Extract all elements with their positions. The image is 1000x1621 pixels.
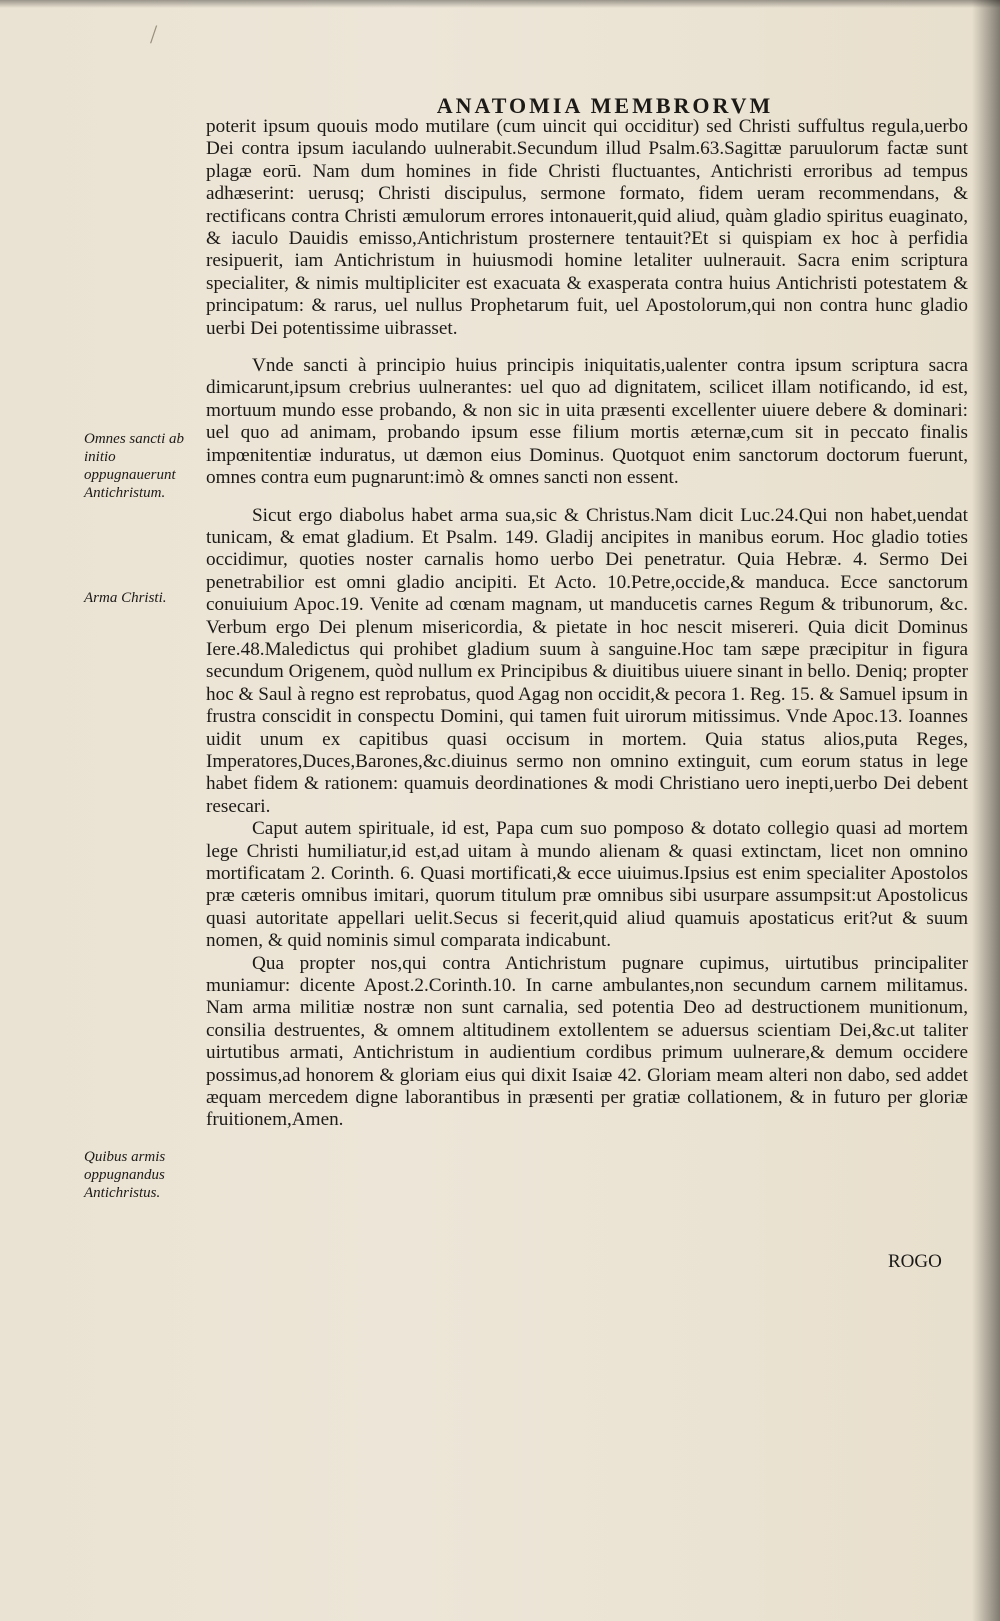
paragraph-3: Sicut ergo diabolus habet arma sua,sic & Christus.Nam dicit Luc.24.Qui non habet,uendat tunicam, & emat gladium. Et Psalm. 149. Gladij ancipites in manibus eorum. Hoc gladio toties occidimur, quoties noster carnalis homo uerbo Dei penetratur. Quia Hebræ. 4. Sermo Dei penetrabilior est omni gladio ancipiti. Et Acto. 10.Petre,occide,& manduca. Ecce sanctorum conuiuium Apoc.19. Venite ad cœnam magnam, ut manducetis carnes Regum & tribunorum, &c. Verbum ergo Dei plenum misericordia, & pietate in hoc nescit misereri. Quia dicit Dominus Iere.48.Maledictus qui prohibet gladium suum à sanguine.Hoc tam sæpe præcipitur in figura secundum Origenem, quòd nullum ex Principibus & diuitibus uiuere sinant in bello. Deniq; propter hoc & Saul à regno est reprobatus, quod Agag non occidit,& pecora 1. Reg. 15. & Samuel ipsum in frustra conscidit in conspectu Domini, qui tamen fuit uirorum mitissimus. Vnde Apoc.13. Ioannes uidit unum ex capitibus quasi occisum in mortem. Quia status alios,puta Reges, Imperatores,Duces,Barones,&c.diuinus sermo non omnino extinguit, cum eorum status in lege habet fidem & rationem: quamuis deordinationes & modi Christiano uero inepti,uerbo Dei debent resecari. xyxy=(206,504,968,817)
paragraph-1: poterit ipsum quouis modo mutilare (cum uincit qui occiditur) sed Christi suffultus regula,uerbo Dei contra ipsum iaculando uulnerabit.Secundum illud Psalm.63.Sagittæ paruulorum factæ sunt plagæ eorū. Nam dum homines in fide Christi fluctuantes, Antichristi erroribus ad tempus adhæserint: uerusq; Christi discipulus, sermone formato, fidem ueram recommendans, & rectificans contra Christi æmulorum errores intonauerit,quid aliud, quàm gladio spiritus euaginato, & iaculo Dauidis emisso,Antichristum prosternere tentauit?Et si quispiam ex hoc à perfidia resipuerit, iam Antichristum in huiusmodi homine letaliter uulnerauit. Sacra enim scriptura specialiter, & nimis multipliciter est exacuata & exasperata contra huius Antichristi potestatem & principatum: & rarus, uel nullus Prophetarum fuit, uel Apostolorum,qui non contra hunc gladio uerbi Dei potentissime uibrasset. xyxy=(206,116,968,339)
top-edge-shadow xyxy=(0,0,1000,8)
paragraph-2: Vnde sancti à principio huius principis iniquitatis,ualenter contra ipsum scriptura sacra dimicarunt,ipsum crebrius uulnerantes: uel quo ad dignitatem, scilicet illam notificando, id est, mortuum mundo esse probando, & non sic in uita præsenti excellenter uiuere debere & dominari: uel quo ad animam, probando ipsum esse filium mortis æternæ,cum sit in peccato finalis impœnitentiæ induratus, ut dæmon eius Dominus. Quotquot enim sanctorum doctorum fuerunt, omnes contra eum pugnarunt:imò & omnes sancti non essent. xyxy=(206,355,968,489)
paragraph-5: Qua propter nos,qui contra Antichristum pugnare cupimus, uirtutibus principaliter muniamur: dicente Apost.2.Corinth.10. In carne ambulantes,non secundum carnem militamus. Nam arma militiæ nostræ non sunt carnalia, sed potentia Deo ad destructionem munitionum, consilia destruentes, & omnem altitudinem extollentem se aduersus scientiam Dei,&c.ut taliter uirtutibus armati, Antichristum in audientium cordibus primum uulnerare,& demum occidere possimus,ad honorem & gloriam eius qui dixit Isaiæ 42. Gloriam meam alteri non dabo, sed addet æquam mercedem digne laborantibus in præsenti per gratiæ collationem, & in futuro per gloriæ fruitionem,Amen. xyxy=(206,952,968,1131)
main-text-column xyxy=(206,116,968,1132)
right-edge-shadow xyxy=(972,0,1000,1621)
paragraph-4: Caput autem spirituale, id est, Papa cum suo pomposo & dotato collegio quasi ad mortem lege Christi humiliatur,id est,ad uitam à mundo alienam & quasi extinctam, licet non omnino mortificatam 2. Corinth. 6. Quasi mortificati,& ecce uiuimus.Ipsius est enim specialiter Apostolos præ cæteris omnibus imitari, quorum titulum præ omnibus sibi usurpare assumpsit:ut Apostolicus quasi autoritate appellari uelit.Secus si fecerit,quid aliud quamuis apostaticus erit?ut & suum nomen, & quid nominis simul comparata indicabunt. xyxy=(206,818,968,952)
margin-note-3: Quibus armis oppugnandus Antichristus. xyxy=(84,1149,166,1201)
margin-note-2: Arma Christi. xyxy=(84,590,167,606)
catchword: ROGO xyxy=(888,1251,942,1272)
running-head: ANATOMIA MEMBRORVM xyxy=(436,93,774,118)
margin-note-1: Omnes sancti ab initio oppugnauerunt Antichristum. xyxy=(84,431,184,501)
pencil-mark: / xyxy=(150,20,158,49)
